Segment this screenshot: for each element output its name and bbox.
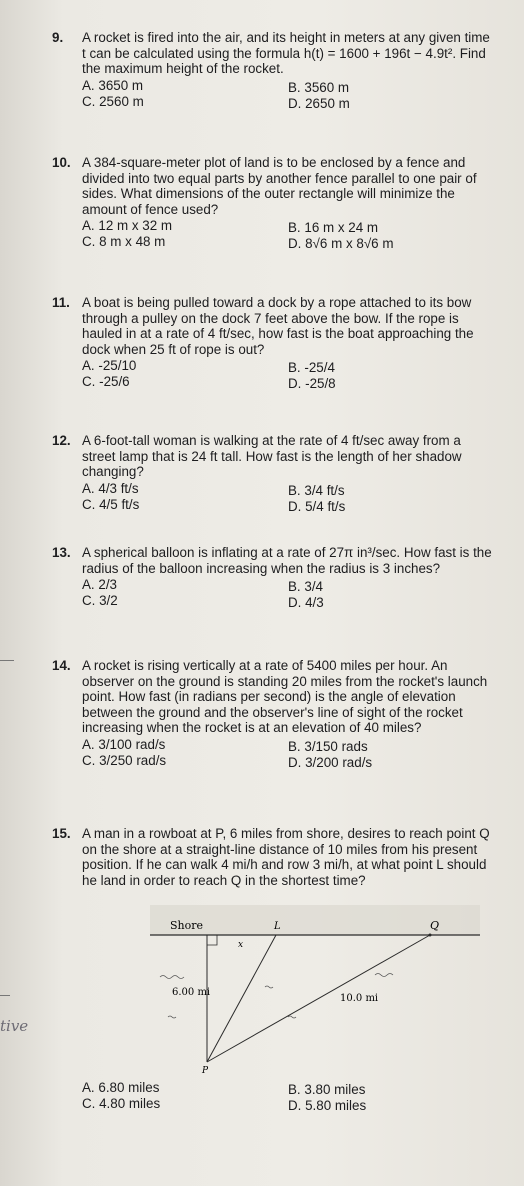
question-stem: A spherical balloon is inflating at a rate of 27π in³/sec. How fast is the radius of the balloon increasing when the radius is 3 inches? xyxy=(82,545,492,576)
option-a[interactable]: A. 3650 m xyxy=(82,77,144,93)
option-d[interactable]: D. 5.80 miles xyxy=(288,1098,367,1113)
option-d[interactable]: D. 8√6 m x 8√6 m xyxy=(288,236,394,252)
answer-options xyxy=(82,78,492,112)
x-label: x xyxy=(238,940,244,950)
question-stem: A 6-foot-tall woman is walking at the rate of 4 ft/sec away from a street lamp that is 24 ft tall. How fast is the length of her shadow changing? xyxy=(82,433,462,480)
option-b[interactable]: B. 3/4 xyxy=(288,579,323,595)
wave-mark xyxy=(168,1016,176,1018)
option-b[interactable]: B. -25/4 xyxy=(288,360,335,376)
question-stem: A 384-square-meter plot of land is to be enclosed by a fence and divided into two equal parts by another fence parallel to one pair of sides. What dimensions of the outer rectangle will minimize the amount of fence used? xyxy=(82,155,477,217)
question-12 xyxy=(52,433,492,515)
margin-mark xyxy=(0,660,14,661)
l-label: L xyxy=(274,921,281,932)
p-label: P xyxy=(202,1066,209,1075)
option-a[interactable]: A. 6.80 miles xyxy=(82,1080,160,1095)
option-b[interactable]: B. 16 m x 24 m xyxy=(288,220,379,236)
option-b[interactable]: B. 3/4 ft/s xyxy=(288,482,345,498)
direct-line xyxy=(207,935,430,1062)
question-15 xyxy=(52,826,492,888)
option-d[interactable]: D. 5/4 ft/s xyxy=(288,498,346,514)
option-d[interactable]: D. 3/200 rad/s xyxy=(288,754,373,770)
left-length-label: 6.00 mi xyxy=(172,987,211,998)
question-9 xyxy=(52,30,492,112)
option-a[interactable]: A. 4/3 ft/s xyxy=(82,480,139,496)
answer-options xyxy=(82,481,492,515)
option-a[interactable]: A. -25/10 xyxy=(82,358,137,374)
margin-handwriting: tive xyxy=(0,1017,29,1035)
option-a[interactable]: A. 12 m x 32 m xyxy=(82,218,173,234)
question-number: 9. xyxy=(52,30,64,45)
answer-options xyxy=(82,1080,492,1114)
question-13 xyxy=(52,545,492,611)
option-b[interactable]: B. 3/150 rads xyxy=(288,738,368,754)
option-b[interactable]: B. 3560 m xyxy=(288,79,350,95)
option-c[interactable]: C. 8 m x 48 m xyxy=(82,234,166,250)
question-10 xyxy=(52,155,492,252)
question-number: 11. xyxy=(52,295,70,310)
question-15-options xyxy=(52,1079,492,1114)
question-number: 13. xyxy=(52,545,71,560)
margin-mark xyxy=(0,995,10,996)
option-c[interactable]: C. 3/250 rad/s xyxy=(82,752,167,768)
option-c[interactable]: C. 4.80 miles xyxy=(82,1096,161,1111)
option-d[interactable]: D. 4/3 xyxy=(288,595,324,611)
row-path-line xyxy=(207,935,276,1062)
option-c[interactable]: C. 2560 m xyxy=(82,93,144,109)
option-c[interactable]: C. 4/5 ft/s xyxy=(82,496,140,512)
wave-mark xyxy=(265,986,273,988)
question-stem: A boat is being pulled toward a dock by a rope attached to its bow through a pulley on the dock 7 feet above the bow. If the rope is hauled in at a rate of 4 ft/sec, how fast is the boat approaching the dock when 25 ft of rope is out? xyxy=(82,295,474,357)
option-c[interactable]: C. -25/6 xyxy=(82,374,130,390)
shore-label: Shore xyxy=(170,919,204,932)
question-number: 15. xyxy=(52,826,71,841)
answer-options xyxy=(82,737,492,771)
option-a[interactable]: A. 3/100 rad/s xyxy=(82,736,166,752)
option-d[interactable]: D. 2650 m xyxy=(288,95,350,111)
wave-mark xyxy=(375,974,393,977)
q-label: Q xyxy=(430,919,440,932)
option-c[interactable]: C. 3/2 xyxy=(82,593,118,609)
right-angle-mark xyxy=(207,935,217,945)
option-d[interactable]: D. -25/8 xyxy=(288,376,336,392)
question-number: 14. xyxy=(52,658,71,673)
wave-mark xyxy=(288,1016,296,1018)
answer-options xyxy=(82,218,492,252)
right-length-label: 10.0 mi xyxy=(340,993,379,1004)
answer-options xyxy=(82,358,492,392)
question-number: 10. xyxy=(52,155,71,170)
wave-mark xyxy=(160,976,184,979)
rowboat-diagram xyxy=(150,905,480,1075)
question-stem: A rocket is fired into the air, and its height in meters at any given time t can be calculated using the formula h(t) = 1600 + 196t − 4.9t². Find the maximum height of the rocket. xyxy=(82,30,490,77)
question-11 xyxy=(52,295,492,392)
answer-options xyxy=(82,577,492,611)
question-stem: A man in a rowboat at P, 6 miles from shore, desires to reach point Q on the shore at a straight-line distance of 10 miles from his present position. If he can walk 4 mi/h and row 3 mi/h, at what point L should he land in order to reach Q in the shortest time? xyxy=(82,826,490,888)
question-stem: A rocket is rising vertically at a rate of 5400 miles per hour. An observer on the ground is standing 20 miles from the rocket's launch point. How fast (in radians per second) is the angle of elevation between the ground and the observer's line of sight of the rocket increasing when the rocket is at an elevation of 40 miles? xyxy=(82,658,488,736)
option-b[interactable]: B. 3.80 miles xyxy=(288,1082,366,1097)
question-14 xyxy=(52,658,492,771)
option-a[interactable]: A. 2/3 xyxy=(82,577,117,593)
question-number: 12. xyxy=(52,433,71,448)
